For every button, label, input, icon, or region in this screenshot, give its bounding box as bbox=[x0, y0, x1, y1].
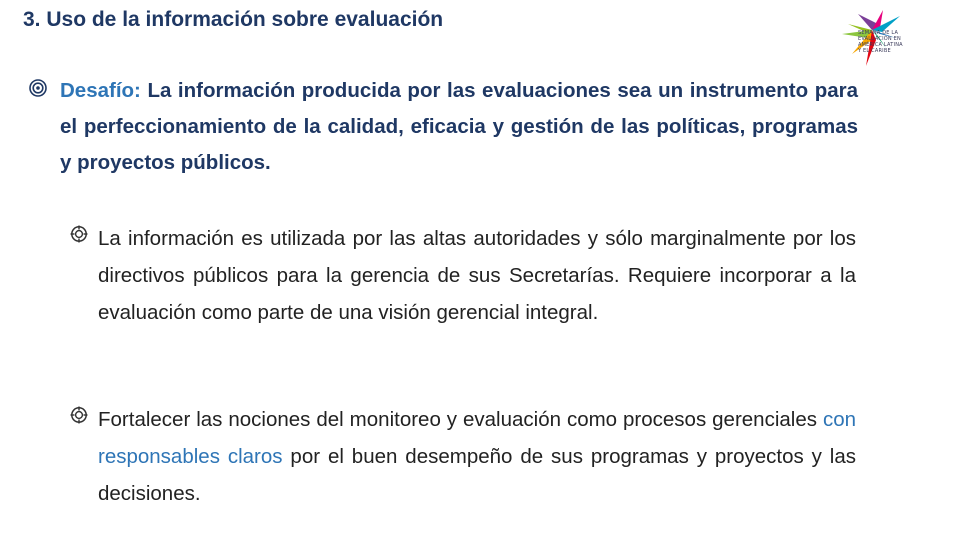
crosshair-bullet-icon bbox=[70, 225, 88, 243]
crosshair-bullet-icon bbox=[70, 406, 88, 424]
logo-line: EVALUACIÓN EN bbox=[858, 36, 901, 42]
challenge-text: La información producida por las evaluaciones sea un instrumento para el perfeccionamiento de la calidad, eficacia y gestión de las políticas, programas y proyectos públicos. bbox=[60, 79, 858, 174]
logo-line: Y EL CARIBE bbox=[858, 48, 891, 54]
main-bullet-text bbox=[60, 73, 858, 181]
sub-bullet bbox=[70, 220, 856, 331]
sub-bullet-text bbox=[98, 401, 856, 512]
sub-bullet-text-start: Fortalecer las nociones del monitoreo y evaluación como procesos gerenciales bbox=[98, 408, 823, 431]
target-bullet-icon bbox=[28, 78, 48, 98]
highlighted-phrase: con responsables claros bbox=[98, 408, 856, 468]
logo-line: SEMANA DE LA bbox=[858, 30, 899, 36]
slide-title: 3. Uso de la información sobre evaluación bbox=[23, 8, 444, 31]
challenge-label: Desafío: bbox=[60, 79, 141, 102]
sub-bullet-text: La información es utilizada por las altas autoridades y sólo marginalmente por los directivos públicos para la gerencia de sus Secretarías. Requiere incorporar a la evaluación como parte de una visión gerencial integral. bbox=[98, 227, 856, 324]
sub-bullet-text-end: por el buen desempeño de sus programas y proyectos y las decisiones. bbox=[98, 445, 856, 505]
logo-text bbox=[858, 30, 903, 54]
main-bullet bbox=[28, 73, 858, 181]
logo-line: AMÉRICA LATINA bbox=[858, 42, 903, 48]
sub-bullet bbox=[70, 401, 856, 512]
